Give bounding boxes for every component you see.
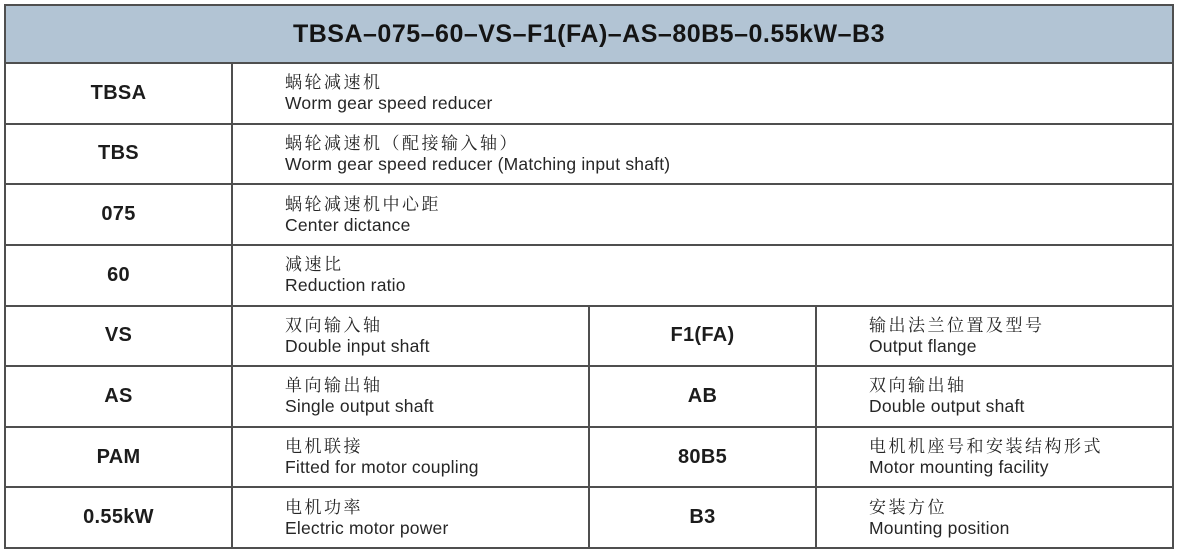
desc-cell-vs <box>233 307 588 366</box>
desc-cell-ab <box>817 367 1172 426</box>
desc-zh: 电机联接 <box>285 437 363 457</box>
desc-en: Double input shaft <box>285 335 430 356</box>
desc-cell-075 <box>233 185 1172 244</box>
code-cell-vs: VS <box>6 307 231 366</box>
desc-en: Electric motor power <box>285 517 449 538</box>
code-cell-075: 075 <box>6 185 231 244</box>
desc-cell-tbs <box>233 125 1172 184</box>
desc-cell-as <box>233 367 588 426</box>
desc-zh: 电机机座号和安装结构形式 <box>869 437 1103 457</box>
desc-zh: 输出法兰位置及型号 <box>869 315 1045 335</box>
desc-cell-60 <box>233 246 1172 305</box>
desc-en: Center dictance <box>285 214 411 235</box>
code-cell-tbsa: TBSA <box>6 64 231 123</box>
desc-zh: 单向输出轴 <box>285 376 383 396</box>
desc-en: Single output shaft <box>285 396 434 417</box>
desc-en: Double output shaft <box>869 396 1025 417</box>
code-cell-b3: B3 <box>590 488 815 547</box>
code-cell-80b5: 80B5 <box>590 428 815 487</box>
desc-zh: 双向输入轴 <box>285 315 383 335</box>
desc-zh: 蜗轮减速机中心距 <box>285 194 441 214</box>
desc-zh: 蜗轮减速机 <box>285 73 383 93</box>
desc-en: Reduction ratio <box>285 275 406 296</box>
desc-en: Output flange <box>869 335 977 356</box>
desc-cell-f1fa <box>817 307 1172 366</box>
table-title: TBSA–075–60–VS–F1(FA)–AS–80B5–0.55kW–B3 <box>6 6 1172 62</box>
desc-en: Fitted for motor coupling <box>285 457 479 478</box>
desc-en: Worm gear speed reducer <box>285 93 493 114</box>
code-cell-pam: PAM <box>6 428 231 487</box>
code-cell-60: 60 <box>6 246 231 305</box>
desc-zh: 蜗轮减速机（配接输入轴） <box>285 133 519 153</box>
desc-zh: 减速比 <box>285 255 344 275</box>
desc-en: Motor mounting facility <box>869 457 1049 478</box>
desc-cell-pam <box>233 428 588 487</box>
model-code-table <box>4 4 1174 549</box>
desc-cell-80b5 <box>817 428 1172 487</box>
code-cell-as: AS <box>6 367 231 426</box>
code-cell-ab: AB <box>590 367 815 426</box>
desc-cell-055kw <box>233 488 588 547</box>
code-cell-tbs: TBS <box>6 125 231 184</box>
desc-cell-tbsa <box>233 64 1172 123</box>
desc-cell-b3 <box>817 488 1172 547</box>
desc-zh: 双向输出轴 <box>869 376 967 396</box>
desc-zh: 电机功率 <box>285 497 363 517</box>
code-cell-f1fa: F1(FA) <box>590 307 815 366</box>
desc-en: Mounting position <box>869 517 1010 538</box>
desc-en: Worm gear speed reducer (Matching input shaft) <box>285 153 671 174</box>
desc-zh: 安装方位 <box>869 497 947 517</box>
code-cell-055kw: 0.55kW <box>6 488 231 547</box>
